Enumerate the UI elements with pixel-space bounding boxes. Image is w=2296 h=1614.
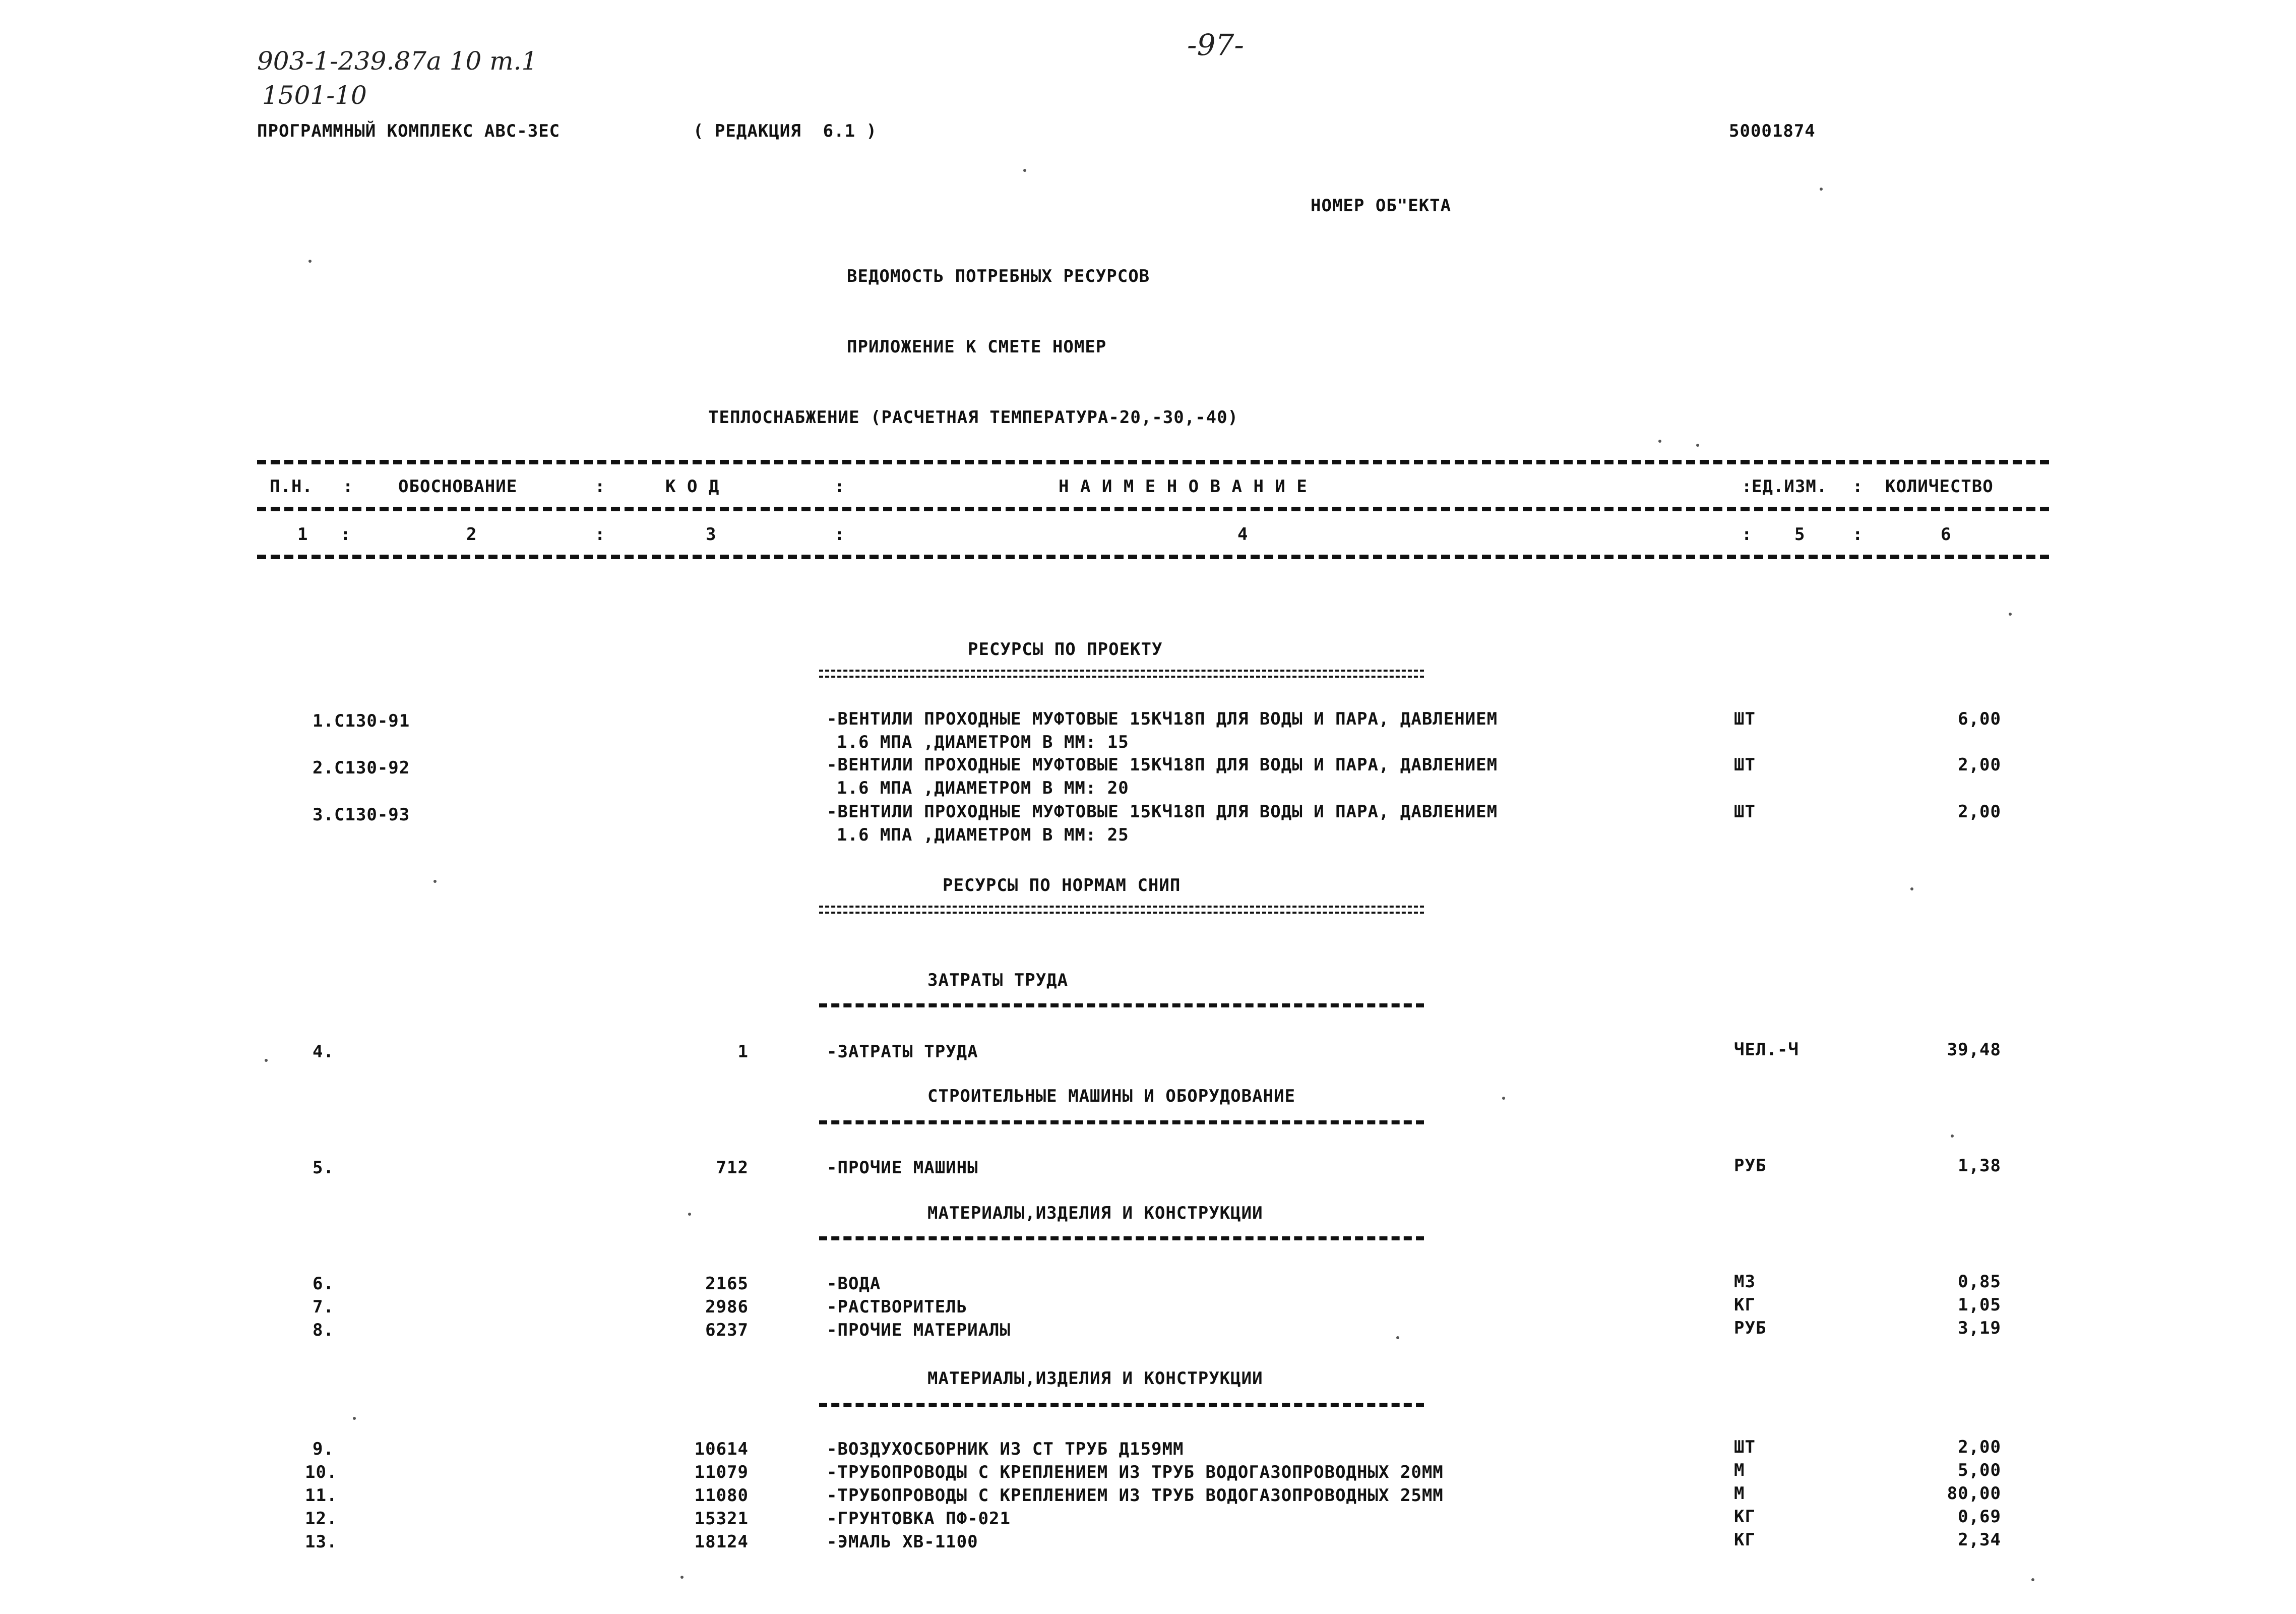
col-header-qty: КОЛИЧЕСТВО bbox=[1885, 476, 1994, 497]
table-header-rule bbox=[257, 507, 2049, 511]
page-number: -97- bbox=[1187, 28, 1244, 62]
row-pn: 7. bbox=[313, 1297, 334, 1317]
group-title-labor: ЗАТРАТЫ ТРУДА bbox=[927, 970, 1069, 990]
col-separator: : bbox=[834, 524, 845, 545]
row-qty: 1,38 bbox=[1958, 1156, 2001, 1176]
row-unit: ШТ bbox=[1734, 802, 1756, 822]
scan-speck bbox=[433, 880, 437, 883]
group-underline bbox=[819, 1003, 1424, 1007]
appendix-title: ПРИЛОЖЕНИЕ К СМЕТЕ НОМЕР bbox=[847, 337, 1107, 357]
row-qty: 2,00 bbox=[1958, 1437, 2001, 1457]
row-unit: РУБ bbox=[1734, 1156, 1767, 1176]
row-name-cont: 1.6 МПА ,ДИАМЕТРОМ В ММ: 25 bbox=[837, 825, 1129, 845]
row-pn: 5. bbox=[313, 1158, 334, 1178]
row-name: -ЭМАЛЬ ХВ-1100 bbox=[827, 1532, 978, 1552]
row-qty: 6,00 bbox=[1958, 709, 2001, 729]
col-separator: : bbox=[1852, 524, 1864, 545]
section-title: ТЕПЛОСНАБЖЕНИЕ (РАСЧЕТНАЯ ТЕМПЕРАТУРА-20,-30,-40) bbox=[708, 407, 1239, 428]
col-header-pn: П.Н. bbox=[270, 476, 313, 497]
row-pn: 8. bbox=[313, 1320, 334, 1340]
statement-title: ВЕДОМОСТЬ ПОТРЕБНЫХ РЕСУРСОВ bbox=[847, 266, 1150, 286]
row-pn: 4. bbox=[313, 1042, 334, 1062]
scan-speck bbox=[2009, 613, 2012, 616]
col-header-code: К О Д bbox=[665, 476, 720, 497]
row-unit: ШТ bbox=[1734, 709, 1756, 729]
col-header-basis: ОБОСНОВАНИЕ bbox=[398, 476, 518, 497]
col-number-6: 6 bbox=[1941, 524, 1952, 545]
row-qty: 0,85 bbox=[1958, 1272, 2001, 1292]
col-header-unit: ЕД.ИЗМ. bbox=[1752, 476, 1828, 497]
col-number-1: 1 bbox=[297, 524, 308, 545]
col-number-4: 4 bbox=[1237, 524, 1249, 545]
row-unit: ШТ bbox=[1734, 755, 1756, 775]
scan-speck bbox=[1502, 1097, 1505, 1100]
row-pn: 6. bbox=[313, 1274, 334, 1294]
row-unit: КГ bbox=[1734, 1507, 1756, 1527]
row-pn: 10. bbox=[305, 1462, 338, 1482]
row-unit: М bbox=[1734, 1483, 1745, 1504]
scan-speck bbox=[353, 1417, 356, 1420]
col-separator: : bbox=[1852, 476, 1864, 497]
row-pn: 3.С130-93 bbox=[313, 805, 410, 825]
row-pn: 12. bbox=[305, 1509, 338, 1529]
row-name: -ЗАТРАТЫ ТРУДА bbox=[827, 1042, 978, 1062]
row-unit: М3 bbox=[1734, 1272, 1756, 1292]
scan-speck bbox=[1910, 887, 1913, 890]
scan-speck bbox=[680, 1576, 684, 1579]
group-underline bbox=[819, 1236, 1424, 1240]
row-qty: 3,19 bbox=[1958, 1318, 2001, 1338]
program-name: ПРОГРАММНЫЙ КОМПЛЕКС АВС-3ЕС bbox=[257, 121, 561, 141]
row-qty: 0,69 bbox=[1958, 1507, 2001, 1527]
col-separator: : bbox=[595, 476, 606, 497]
row-code: 10614 bbox=[694, 1439, 749, 1459]
group-underline bbox=[819, 670, 1424, 674]
row-code: 2986 bbox=[705, 1297, 749, 1317]
group-underline bbox=[819, 1403, 1424, 1407]
row-code: 712 bbox=[716, 1158, 749, 1178]
row-name: -ВЕНТИЛИ ПРОХОДНЫЕ МУФТОВЫЕ 15КЧ18П ДЛЯ ВОДЫ И ПАРА, ДАВЛЕНИЕМ bbox=[827, 755, 1498, 775]
row-code: 1 bbox=[737, 1042, 749, 1062]
row-unit: КГ bbox=[1734, 1295, 1756, 1315]
scan-speck bbox=[2031, 1578, 2034, 1581]
edition: ( РЕДАКЦИЯ 6.1 ) bbox=[693, 121, 877, 141]
row-name: -ВОДА bbox=[827, 1274, 881, 1294]
table-top-rule bbox=[257, 460, 2049, 464]
row-name: -ТРУБОПРОВОДЫ С КРЕПЛЕНИЕМ ИЗ ТРУБ ВОДОГАЗОПРОВОДНЫХ 25ММ bbox=[827, 1485, 1444, 1506]
row-pn: 2.С130-92 bbox=[313, 758, 410, 778]
scan-speck bbox=[1023, 169, 1026, 172]
row-qty: 80,00 bbox=[1947, 1483, 2001, 1504]
row-pn: 1.С130-91 bbox=[313, 711, 410, 731]
col-number-3: 3 bbox=[706, 524, 717, 545]
group-title-project: РЕСУРСЫ ПО ПРОЕКТУ bbox=[968, 639, 1163, 660]
row-unit: КГ bbox=[1734, 1530, 1756, 1550]
group-title-materials: МАТЕРИАЛЫ,ИЗДЕЛИЯ И КОНСТРУКЦИИ bbox=[927, 1368, 1263, 1389]
group-title-machines: СТРОИТЕЛЬНЫЕ МАШИНЫ И ОБОРУДОВАНИЕ bbox=[927, 1086, 1295, 1106]
scan-speck bbox=[265, 1059, 268, 1062]
row-name-cont: 1.6 МПА ,ДИАМЕТРОМ В ММ: 20 bbox=[837, 778, 1129, 798]
row-name: -ПРОЧИЕ МАТЕРИАЛЫ bbox=[827, 1320, 1011, 1340]
col-separator: : bbox=[340, 524, 351, 545]
group-underline bbox=[819, 906, 1424, 910]
col-separator: : bbox=[595, 524, 606, 545]
col-header-name: Н А И М Е Н О В А Н И Е bbox=[1059, 476, 1308, 497]
row-code: 11079 bbox=[694, 1462, 749, 1482]
group-title-snip: РЕСУРСЫ ПО НОРМАМ СНИП bbox=[943, 875, 1181, 895]
col-number-2: 2 bbox=[466, 524, 477, 545]
row-qty: 39,48 bbox=[1947, 1040, 2001, 1060]
group-title-materials: МАТЕРИАЛЫ,ИЗДЕЛИЯ И КОНСТРУКЦИИ bbox=[927, 1203, 1263, 1223]
row-unit: РУБ bbox=[1734, 1318, 1767, 1338]
row-code: 18124 bbox=[694, 1532, 749, 1552]
row-qty: 2,34 bbox=[1958, 1530, 2001, 1550]
row-name: -РАСТВОРИТЕЛЬ bbox=[827, 1297, 968, 1317]
row-pn: 9. bbox=[313, 1439, 334, 1459]
row-code: 15321 bbox=[694, 1509, 749, 1529]
row-name-cont: 1.6 МПА ,ДИАМЕТРОМ В ММ: 15 bbox=[837, 732, 1129, 752]
row-pn: 11. bbox=[305, 1485, 338, 1506]
scan-speck bbox=[1396, 1336, 1399, 1339]
col-separator: : bbox=[1742, 476, 1753, 497]
object-number-title: НОМЕР ОБ"ЕКТА bbox=[1311, 196, 1452, 216]
row-code: 2165 bbox=[705, 1274, 749, 1294]
row-qty: 5,00 bbox=[1958, 1460, 2001, 1480]
row-code: 6237 bbox=[705, 1320, 749, 1340]
scan-speck bbox=[1951, 1134, 1954, 1138]
handwritten-sheet-code: 1501-10 bbox=[262, 81, 367, 110]
scan-speck bbox=[1696, 444, 1699, 447]
col-separator: : bbox=[834, 476, 845, 497]
col-separator: : bbox=[343, 476, 354, 497]
group-underline bbox=[819, 1120, 1424, 1124]
scan-speck bbox=[1820, 188, 1823, 191]
row-unit: М bbox=[1734, 1460, 1745, 1480]
scan-speck bbox=[1658, 440, 1661, 443]
table-numbers-rule bbox=[257, 555, 2049, 559]
scan-speck bbox=[688, 1213, 691, 1216]
row-name: -ВЕНТИЛИ ПРОХОДНЫЕ МУФТОВЫЕ 15КЧ18П ДЛЯ ВОДЫ И ПАРА, ДАВЛЕНИЕМ bbox=[827, 709, 1498, 729]
row-unit: ЧЕЛ.-Ч bbox=[1734, 1040, 1799, 1060]
row-qty: 1,05 bbox=[1958, 1295, 2001, 1315]
row-name: -ВОЗДУХОСБОРНИК ИЗ СТ ТРУБ Д159ММ bbox=[827, 1439, 1184, 1459]
row-name: -ПРОЧИЕ МАШИНЫ bbox=[827, 1158, 978, 1178]
row-name: -ВЕНТИЛИ ПРОХОДНЫЕ МУФТОВЫЕ 15КЧ18П ДЛЯ ВОДЫ И ПАРА, ДАВЛЕНИЕМ bbox=[827, 802, 1498, 822]
row-name: -ГРУНТОВКА ПФ-021 bbox=[827, 1509, 1011, 1529]
row-pn: 13. bbox=[305, 1532, 338, 1552]
scan-speck bbox=[308, 260, 312, 263]
col-separator: : bbox=[1742, 524, 1753, 545]
document-number: 50001874 bbox=[1729, 121, 1816, 141]
row-qty: 2,00 bbox=[1958, 802, 2001, 822]
row-code: 11080 bbox=[694, 1485, 749, 1506]
row-unit: ШТ bbox=[1734, 1437, 1756, 1457]
row-qty: 2,00 bbox=[1958, 755, 2001, 775]
handwritten-project-code: 903-1-239.87а 10 т.1 bbox=[257, 46, 538, 76]
col-number-5: 5 bbox=[1794, 524, 1806, 545]
row-name: -ТРУБОПРОВОДЫ С КРЕПЛЕНИЕМ ИЗ ТРУБ ВОДОГАЗОПРОВОДНЫХ 20ММ bbox=[827, 1462, 1444, 1482]
